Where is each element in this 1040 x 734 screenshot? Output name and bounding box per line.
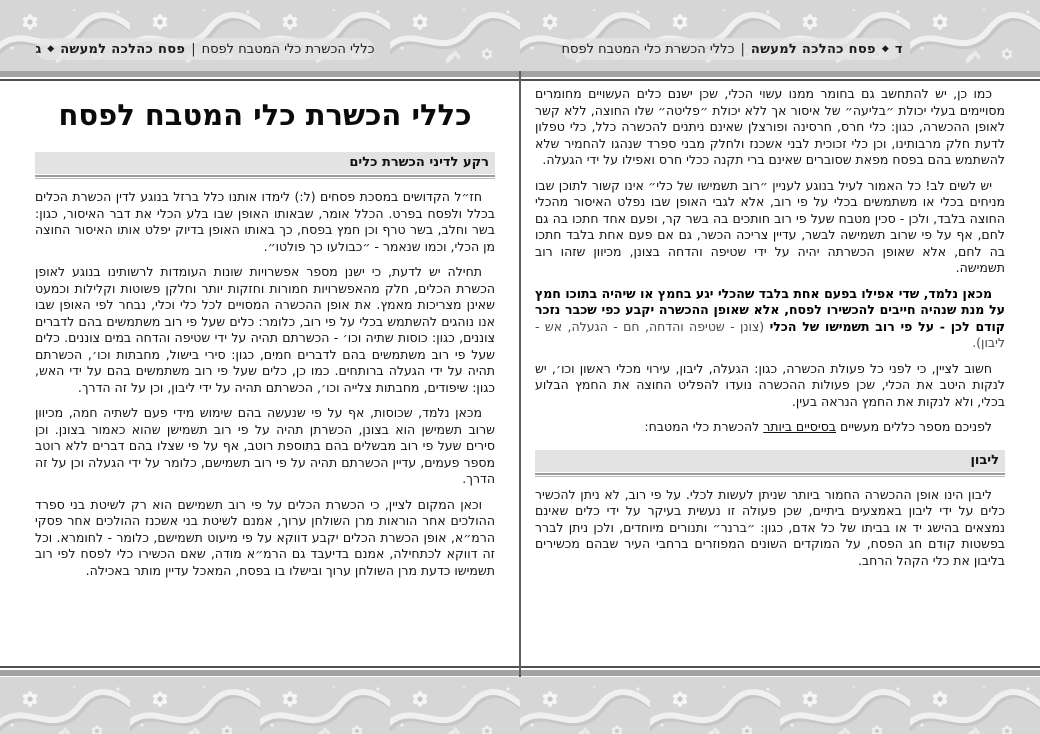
lead-in-before: לפניכם מספר כללים מעשיים bbox=[836, 419, 992, 434]
emphasis-bold-text: מכאן נלמד, שדי אפילו בפעם אחת בלבד שהכלי יגע בחמץ או שיהיה בתוכו חמץ על מנת שנהיה חייבים להכשירו לפסח, אלא שאופן ההכשרה יקבע כפי שכבר נזכר קודם לכן - על פי רוב תשמישו של הכלי bbox=[535, 285, 1005, 334]
section-rule bbox=[535, 476, 1005, 477]
paragraph: חשוב לציין, כי לפני כל פעולת הכשרה, כגון: הגעלה, ליבון, עירוי מכלי ראשון וכו׳, יש לנקות היטב את הכלי, שכן פעולות ההכשרה נועדו להפליט החוצה את החמץ הבלוע בכלי, ולא לנקות את החמץ הנראה בעין. bbox=[535, 360, 1005, 409]
paragraph: וכאן המקום לציין, כי הכשרת הכלים על פי רוב תשמישם הוא רק לשיטת בני ספרד ההולכים אחר הוראות מרן השולחן ערוך, אמנם לשיטת בני אשכנז ההולכים אחר פסקי הרמ״א, אופן הכשרת הכלים יקבע דווקא על פי מיעוט תשמישם, כלומר - לחומרא. וכל זה דווקא לכתחילה, אמנם בדיעבד גם הרמ״א מודה, שאם הכשירו כלי לפסח לפי רוב תשמישו כדעת מרן השולחן ערוך ובישלו בו בפסח, המאכל עדיין מותר באכילה. bbox=[35, 496, 495, 578]
right-page-body bbox=[535, 86, 1005, 666]
running-book-title: פסח כהלכה למעשה bbox=[60, 41, 186, 57]
section-rule bbox=[535, 473, 1005, 475]
left-page-body bbox=[35, 86, 495, 666]
chapter-title: כללי הכשרת כלי המטבח לפסח bbox=[58, 98, 472, 132]
page-number: ד bbox=[894, 41, 903, 57]
paragraph: מכאן נלמד, שכוסות, אף על פי שנעשה בהם שימוש מידי פעם לשתיה חמה, מכיוון שרוב תשמישן הוא בצונן, הכשרתן תהיה על פי רוב תשמישן שהוא כאמור בצונן. וכן סירים שעל פי רוב מבשלים בהם בתוספת רוטב, אף על פי שצלו בהם דברים ללא רוטב מספר פעמים, עדיין הכשרתם תהיה על פי רוב תשמישם, כלומר על ידי הגעלה וכן על זה הדרך. bbox=[35, 405, 495, 486]
section-header-block bbox=[35, 152, 495, 179]
diamond-icon: ◆ bbox=[881, 43, 889, 54]
paragraph: כמו כן, יש להתחשב גם בחומר ממנו עשוי הכלי, שכן ישנם כלים העשויים מחומרים מסויימים בעלי יכולת ״בליעה״ של איסור אך ללא יכולת ״פליטה״ שלו החוצה, ללא קשר לאופן ההכשרה, כגון: כלי חרס, חרסינה ופורצלן שאינם ניתנים להכשרה כלל, כלי טפלון לדעת חלק מרבותינו, וכן כלי זכוכית לבני אשכנז ולחלק מבני ספרד שנהגו להחמיר שלא להשתמש בהם בפסח מפאת שסוברים שאינם ברי תקנה ככלי חרס ואפילו על ידי הגעלה. bbox=[535, 86, 1005, 167]
running-chapter: כללי הכשרת כלי המטבח לפסח bbox=[561, 41, 735, 57]
page-divider bbox=[519, 71, 521, 677]
floral-pattern-top bbox=[0, 0, 1040, 72]
lead-in-after: להכשרת כלי המטבח: bbox=[644, 419, 764, 434]
paragraph: יש לשים לב! כל האמור לעיל בנוגע לעניין ״רוב תשמישו של כלי״ אינו קשור לתוכן שבו מניחים בכלי או משתמשים בכלי על פי רוב, אלא לגבי האופן שבו נפלט האיסור מהכלי החוצה בלבד, ולכן - סכין מטבח שעל פי רוב חותכים בה בשר קר, ופעם אחד חתכו בה גם לחם, אף על פי שרוב תשמישה לבשר, עדיין צריכה הכשר, גם אם פעם אחת בלבד חתכו בה לחם, אלא שאופן הכשרתה יהיה על ידי שטיפה והדחה בצונן, מכיוון שזהו רוב תשמישה. bbox=[535, 177, 1005, 275]
paragraph: תחילה יש לדעת, כי ישנן מספר אפשרויות שונות העומדות לרשותינו בנוגע לאופן הכשרת הכלים, חלק מהאפשרויות חמורות וחזקות יותר וחלקן פשוטות וקלילות וכמעט שאינן מצריכות מאמץ. את אופן ההכשרה המסויים לכל כלי וכלי, נבחר לפי האופן שבו אנו נוהגים להשתמש בכלי על פי רוב, כלומר: כלים שעל פי רוב משתמשים בהם לדברים צוננים, כגון: כוסות שתיה וכו׳ - הכשרתם תהיה על ידי שטיפה והדחה במים צוננים. כלים שעל פי רוב משתמשים בהם לדברים חמים, כגון: סירי בישול, מחבתות וכו׳, הכשרתם תהיה על ידי הגעלה ברותחים. כמו כן, כלים שעל פי רוב משתמשים בהם על ידי האש, כגון: שיפודים, מחבתות צלייה וכו׳, הכשרתם תהיה על ידי ליבון, וכן על זה הדרך. bbox=[35, 264, 495, 395]
page-number: ג bbox=[35, 41, 42, 57]
left-page-header bbox=[36, 38, 374, 60]
running-chapter: כללי הכשרת כלי המטבח לפסח bbox=[201, 41, 375, 57]
emphasis-paragraph bbox=[535, 286, 1005, 352]
header-separator: | bbox=[740, 41, 745, 57]
right-page-header bbox=[563, 38, 901, 60]
header-separator: | bbox=[191, 41, 196, 57]
section-header-label: ליבון bbox=[535, 450, 1005, 472]
section-rule bbox=[35, 175, 495, 177]
section-rule bbox=[35, 178, 495, 179]
paragraph: ליבון הינו אופן ההכשרה החמור ביותר שניתן לעשות לכלי. על פי רוב, לא ניתן להכשיר כלים על ידי ליבון באמצעים ביתיים, שכן פעולה זו נעשית בעיקר על ידי כלים שאינם נמצאים בהישג יד או בביתו של כל אדם, כגון: ״ברנר״ ותנורים מיוחדים, ולכן ניתן לברר בפשטות קודם חג הפסח, על המוקדים השונים המפוזרים ברחבי העיר שבהם מכשירים בליבון את כלי הקהל הרחב. bbox=[535, 486, 1005, 568]
diamond-icon: ◆ bbox=[47, 43, 55, 54]
floral-pattern-bottom bbox=[0, 677, 1040, 734]
paragraph: חז״ל הקדושים במסכת פסחים (ל:) לימדו אותנו כלל ברזל בנוגע לדין הכשרת הכלים בכלל ולפסח בפרט. הכלל אומר, שבאותו האופן שבו בלע הכלי את דבר האיסור, כגון: בשר וחלב, בשר טרף וכן חמץ בפסח, כך באותו האופן בדיוק יפלט אותו האיסור החוצה מן הכלי, וכמו שנאמר - ״כבולעו כך פולטו״. bbox=[35, 189, 495, 254]
section-header-block bbox=[535, 450, 1005, 477]
section-header-label: רקע לדיני הכשרת כלים bbox=[35, 152, 495, 174]
lead-in-paragraph bbox=[535, 419, 1005, 436]
running-book-title: פסח כהלכה למעשה bbox=[750, 41, 876, 57]
lead-in-underlined: בסיסיים ביותר bbox=[763, 419, 837, 434]
emphasis-note-text: (צונן - שטיפה והדחה, חם - הגעלה, אש - ליבון). bbox=[535, 318, 1005, 350]
